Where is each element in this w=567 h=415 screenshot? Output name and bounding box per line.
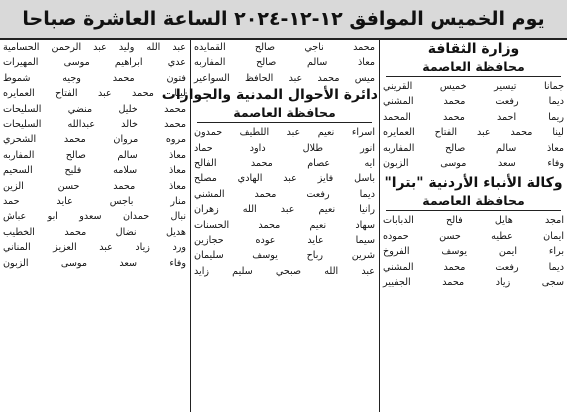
name-entry: فتون محمد وجيه شموط xyxy=(3,72,186,84)
name-entry: معاذ سالم صالح المفاربه xyxy=(3,149,186,161)
name-entry: ريما احمد محمد المحمد xyxy=(383,111,564,123)
name-entry: نبال حمدان سعدو ابو عباش xyxy=(3,211,186,223)
department-title: دائرة الأحوال المدنية والجوازات xyxy=(161,87,378,104)
name-entry: مروه مروان محمد الشحري xyxy=(3,134,186,146)
name-entry: معاذ سلامه فليح السحيم xyxy=(3,165,186,177)
name-entry: سجى زياد محمد الجفيير xyxy=(383,277,564,289)
department-governorate: محافظة العاصمة xyxy=(197,104,372,123)
page-title: يوم الخميس الموافق ١٢-١٢-٢٠٢٤ الساعة العاشرة صباحا xyxy=(22,8,545,30)
name-entry: معاذ سالم صالح المفاربه xyxy=(194,57,375,69)
agency-title: وكالة الأنباء الأردنية "بترا" xyxy=(384,175,563,192)
name-entry: محمد خليل منضي السليحات xyxy=(3,103,186,115)
name-entry: ايمان عطيه حسن حموده xyxy=(383,230,564,242)
name-entry: هديل نضال محمد الخطيب xyxy=(3,226,186,238)
name-entry: اسراء نعيم عبد اللطيف حمدون xyxy=(194,127,375,139)
name-entry: عدي ابراهيم موسى المهيرات xyxy=(3,57,186,69)
name-entry: لينا محمد عبد الفتاح العمايره xyxy=(383,127,564,139)
name-entry: معاذ سالم صالح المفاربه xyxy=(383,142,564,154)
name-entry: سهاد نعيم محمد الحسنات xyxy=(194,219,375,231)
name-entry: سيما عايد عوده حجازين xyxy=(194,235,375,247)
right-column xyxy=(379,40,567,412)
header-bar xyxy=(0,0,567,40)
ministry-title: وزارة الثقافة xyxy=(427,41,520,57)
name-entry: رانيا نعيم عبد الله زهران xyxy=(194,204,375,216)
left-column xyxy=(0,40,189,412)
name-entry: لينا محمد عبد الفتاح العمايره xyxy=(3,88,186,100)
name-entry: معاذ محمد حسن الزين xyxy=(3,180,186,192)
name-entry: ايه عصام محمد الفالح xyxy=(194,158,375,170)
name-entry: وفاء سعد موسى الزبون xyxy=(3,257,186,269)
name-entry: ديما رفعت محمد المشني xyxy=(383,261,564,273)
name-entry: باسل فايز عبد الهادي مصلح xyxy=(194,173,375,185)
middle-column xyxy=(161,40,378,412)
name-entry: وفاء سعد موسى الزبون xyxy=(383,158,564,170)
name-entry: براء ايمن يوسف الفروخ xyxy=(383,246,564,258)
name-entry: امجد هايل فالح الدبابات xyxy=(383,215,564,227)
name-entry: ديما رفعت محمد المشني xyxy=(383,96,564,108)
name-entry: شرين رباح يوسف سليمان xyxy=(194,250,375,262)
ministry-governorate: محافظة العاصمة xyxy=(386,58,561,77)
name-entry: محمد خالد عبدالله السليحات xyxy=(3,119,186,131)
name-entry: ديما رفعت محمد المشني xyxy=(194,188,375,200)
name-entry: عبد الله صبحي سليم زايد xyxy=(194,265,375,277)
name-entry: عبد الله وليد عبد الرحمن الحسامية xyxy=(3,42,186,53)
agency-governorate: محافظة العاصمة xyxy=(386,192,561,211)
name-entry: محمد ناجي صالح القمايده xyxy=(194,42,375,53)
name-entry: ورد زياد عبد العزيز المناني xyxy=(3,242,186,254)
name-entry: منار باجس عايد حمد xyxy=(3,196,186,208)
name-entry: انور طلال داود حماد xyxy=(194,142,375,154)
name-entry: ميس محمد عبد الحافظ السواعير xyxy=(194,72,375,84)
name-entry: جمانا تيسير خميس القريني xyxy=(383,81,564,92)
